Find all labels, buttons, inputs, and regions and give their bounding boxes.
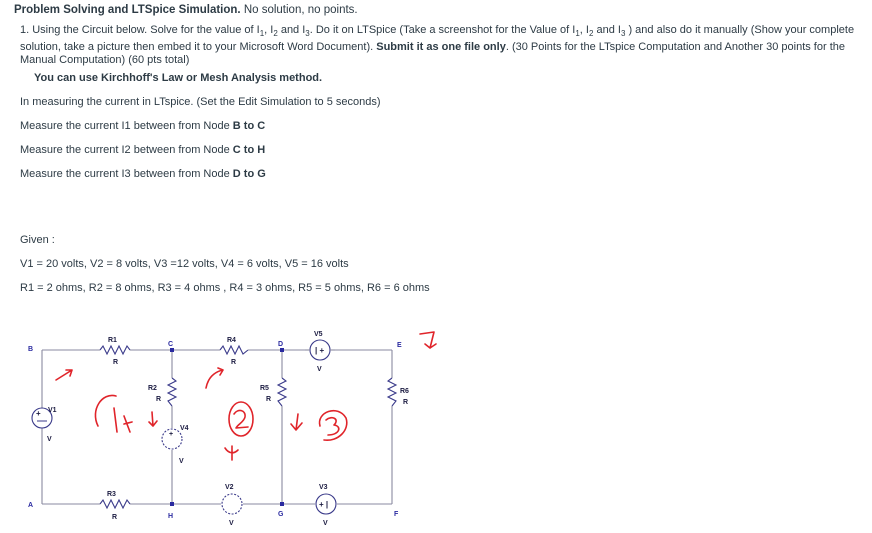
submit-one-file-bold: Submit it as one file only bbox=[376, 40, 506, 53]
node-g-label: G bbox=[278, 511, 284, 518]
svg-text:R: R bbox=[113, 359, 119, 366]
node-h-label: H bbox=[168, 513, 174, 520]
svg-text:V: V bbox=[317, 366, 322, 373]
loop-3-circle bbox=[320, 411, 347, 441]
source-v2 bbox=[222, 484, 242, 527]
current-arrow-r4 bbox=[206, 368, 223, 388]
title-bold: Problem Solving and LTSpice Simulation. bbox=[14, 4, 241, 16]
measuring-instruction: In measuring the current in LTspice. (Set the Edit Simulation to 5 seconds) bbox=[20, 96, 381, 108]
svg-text:+ |: + | bbox=[319, 500, 329, 509]
svg-text:R: R bbox=[156, 396, 162, 403]
svg-text:R2: R2 bbox=[148, 385, 157, 392]
source-v4 bbox=[162, 425, 189, 465]
svg-text:+: + bbox=[169, 431, 174, 438]
question-1-text: 1. Using the Circuit below. Solve for the value of $I_1$, $I_2$ and $I_3$. Do it on LTSpice (Take a screenshot for the Value of $I_1$, $I_2$ and $I_3$ ) and also do it manually (Show your complete solution, take a picture then embed it to your Microsoft Word Document). Submit it as one file only. (30 Points for the LTspice Computation and Another 30 points for the Manual Computation) (60 pts total) bbox=[20, 24, 855, 67]
given-voltages: V1 = 20 volts, V2 = 8 volts, V3 =12 volts, V4 = 6 volts, V5 = 16 volts bbox=[20, 258, 349, 270]
current-arrow-i3 bbox=[291, 414, 302, 430]
resistor-r3 bbox=[100, 491, 130, 521]
resistor-r2 bbox=[148, 378, 176, 406]
svg-text:V4: V4 bbox=[180, 425, 189, 432]
node-a-label: A bbox=[28, 502, 34, 509]
node-d-dot bbox=[280, 348, 284, 352]
resistor-r1 bbox=[100, 337, 130, 366]
source-v3 bbox=[316, 484, 336, 527]
svg-text:+: + bbox=[36, 409, 41, 418]
svg-text:R3: R3 bbox=[107, 491, 116, 498]
svg-text:R: R bbox=[403, 399, 409, 406]
svg-text:R5: R5 bbox=[260, 385, 269, 392]
current-arrow-i2 bbox=[149, 412, 157, 426]
svg-text:V5: V5 bbox=[314, 331, 323, 338]
node-c-dot bbox=[170, 348, 174, 352]
svg-text:R6: R6 bbox=[400, 388, 409, 395]
loop-2-arrow bbox=[225, 446, 238, 460]
measure-i2: Measure the current I2 between from Node C to H bbox=[20, 144, 266, 156]
resistor-r4 bbox=[220, 337, 248, 366]
svg-text:V: V bbox=[323, 520, 328, 527]
resistor-r6 bbox=[388, 378, 409, 406]
loop-1-bracket bbox=[95, 395, 116, 426]
node-f-label: F bbox=[394, 511, 399, 518]
node-h-dot bbox=[170, 502, 174, 506]
current-arrow-i1 bbox=[56, 370, 72, 380]
svg-text:| +: | + bbox=[315, 346, 325, 355]
svg-text:V: V bbox=[179, 458, 184, 465]
svg-text:V: V bbox=[47, 436, 52, 443]
svg-text:V: V bbox=[229, 520, 234, 527]
svg-text:V1: V1 bbox=[48, 407, 57, 414]
source-v5 bbox=[305, 331, 335, 373]
circuit-diagram bbox=[20, 320, 440, 533]
svg-text:V2: V2 bbox=[225, 484, 234, 491]
loop-3-number bbox=[326, 418, 339, 435]
svg-text:R: R bbox=[231, 359, 237, 366]
svg-text:R: R bbox=[112, 514, 118, 521]
problem-title bbox=[14, 4, 358, 16]
loop-2-circle bbox=[229, 402, 253, 436]
loop-1-mark bbox=[114, 408, 132, 432]
method-hint: You can use Kirchhoff's Law or Mesh Analysis method. bbox=[34, 72, 323, 84]
title-rest: No solution, no points. bbox=[240, 4, 358, 16]
resistor-r5 bbox=[260, 378, 286, 406]
node-e-label: E bbox=[397, 342, 402, 349]
measure-i1: Measure the current I1 between from Node B to C bbox=[20, 120, 266, 132]
svg-text:R1: R1 bbox=[108, 337, 117, 344]
loop-2-number bbox=[234, 410, 248, 428]
circuit-wires bbox=[42, 350, 392, 504]
node-c-label: C bbox=[168, 341, 174, 348]
measure-i3: Measure the current I3 between from Node D to G bbox=[20, 168, 266, 180]
given-resistances: R1 = 2 ohms, R2 = 8 ohms, R3 = 4 ohms , R4 = 3 ohms, R5 = 5 ohms, R6 = 6 ohms bbox=[20, 282, 430, 294]
given-label: Given : bbox=[20, 234, 55, 246]
node-d-label: D bbox=[278, 341, 284, 348]
svg-text:R4: R4 bbox=[227, 337, 236, 344]
node-g-dot bbox=[280, 502, 284, 506]
current-arrow-r6 bbox=[420, 332, 436, 348]
source-v1 bbox=[32, 407, 57, 443]
svg-text:V3: V3 bbox=[319, 484, 328, 491]
node-b-label: B bbox=[28, 346, 34, 353]
svg-text:R: R bbox=[266, 396, 272, 403]
